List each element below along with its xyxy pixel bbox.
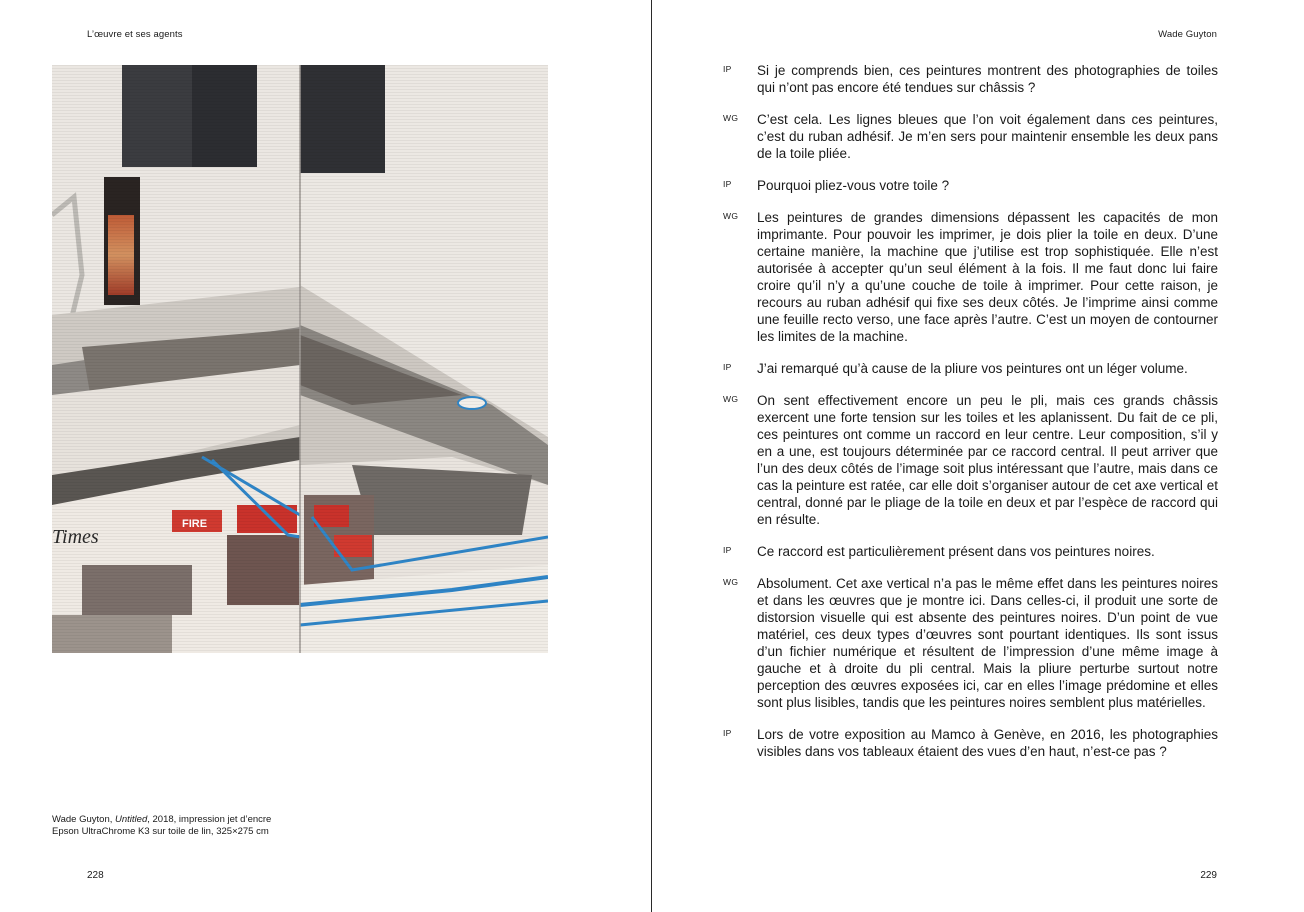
interview-entry [723, 575, 1218, 711]
entry-text: Lors de votre exposition au Mamco à Genève, en 2016, les photographies visibles dans vos tableaux étaient des vues d’en haut, n’est-ce pas ? [757, 727, 1218, 759]
page-number-right: 229 [1200, 870, 1217, 881]
entry-text: Absolument. Cet axe vertical n’a pas le même effet dans les peintures noires et dans les œuvres que je montre ici. Dans celles-ci, il produit une sorte de distorsion visuelle qui est absente des peintures noires. D’un point de vue matériel, ces deux types d’œuvres sont pourtant identiques. Ils sont issus d’un fichier numérique et résultent de l’impression d’une même image à gauche et à droite du pli central. Mais la pliure perturbe surtout notre perception des œuvres exposées ici, car en elles l’image prédomine et elles sont plus lisibles, tandis que les peintures noires semblent plus matérielles. [757, 576, 1218, 710]
page-number-left: 228 [87, 870, 104, 881]
caption-details: , 2018, impression jet d’encre [147, 814, 272, 825]
caption-title: Untitled [115, 814, 148, 825]
running-head-left: L’œuvre et ses agents [87, 29, 183, 40]
entry-text: On sent effectivement encore un peu le pli, mais ces grands châssis exercent une forte tension sur les toiles et les aplanissent. Du fait de ce pli, ces peintures ont comme un raccord en leur centre. Leur composition, s’il y en a une, est toujours déterminée par ce raccord central. Il peut arriver que l’un des deux côtés de l’image soit plus intéressant que l’autre, mais dans ce cas la peinture est ratée, car elle doit s’organiser autour de cet axe vertical et central, donné par le pliage de la toile en deux et par l’espèce de raccord qui en résulte. [757, 393, 1218, 527]
speaker-label: IP [723, 64, 732, 74]
interview-entry [723, 111, 1218, 162]
speaker-label: IP [723, 362, 732, 372]
interview-entry [723, 726, 1218, 760]
speaker-label: IP [723, 728, 732, 738]
interview-entry [723, 543, 1218, 560]
speaker-label: IP [723, 179, 732, 189]
right-page [653, 0, 1304, 912]
figure-caption [52, 814, 372, 838]
caption-details-line2: Epson UltraChrome K3 sur toile de lin, 325×275 cm [52, 826, 269, 837]
page-gutter [651, 0, 652, 912]
interview-entry [723, 392, 1218, 528]
left-page [0, 0, 651, 912]
artwork-image [52, 65, 548, 653]
caption-artist: Wade Guyton, [52, 814, 116, 825]
entry-text: Pourquoi pliez-vous votre toile ? [757, 178, 950, 193]
interview-entry [723, 177, 1218, 194]
interview-entry [723, 62, 1218, 96]
running-head-right: Wade Guyton [1158, 29, 1217, 40]
interview-entry [723, 209, 1218, 345]
speaker-label: WG [723, 394, 739, 404]
interview-text [723, 62, 1218, 775]
speaker-label: WG [723, 577, 739, 587]
speaker-label: IP [723, 545, 732, 555]
speaker-label: WG [723, 211, 739, 221]
entry-text: Ce raccord est particulièrement présent dans vos peintures noires. [757, 544, 1155, 559]
interview-entry [723, 360, 1218, 377]
speaker-label: WG [723, 113, 739, 123]
entry-text: Les peintures de grandes dimensions dépassent les capacités de mon imprimante. Pour pouvoir les imprimer, je dois plier la toile en deux. D’une certaine manière, la machine que j’utilise est trop sophistiquée. Elle n’est autorisée à accepter qu’un seul élément à la fois. Il me faut donc lui faire croire qu’il n’y a qu’une couche de toile à imprimer. Pour cette raison, je recours au ruban adhésif qui fixe ses deux côtés. Je l’imprime ainsi comme une feuille recto verso, une face après l’autre. C’est un moyen de contourner les limites de la machine. [757, 210, 1218, 344]
entry-text: Si je comprends bien, ces peintures montrent des photographies de toiles qui n’ont pas encore été tendues sur châssis ? [757, 63, 1218, 95]
entry-text: C’est cela. Les lignes bleues que l’on voit également dans ces peintures, c’est du ruban adhésif. Je m’en sers pour maintenir ensemble les deux pans de la toile pliée. [757, 112, 1218, 161]
entry-text: J’ai remarqué qu’à cause de la pliure vos peintures ont un léger volume. [757, 361, 1188, 376]
